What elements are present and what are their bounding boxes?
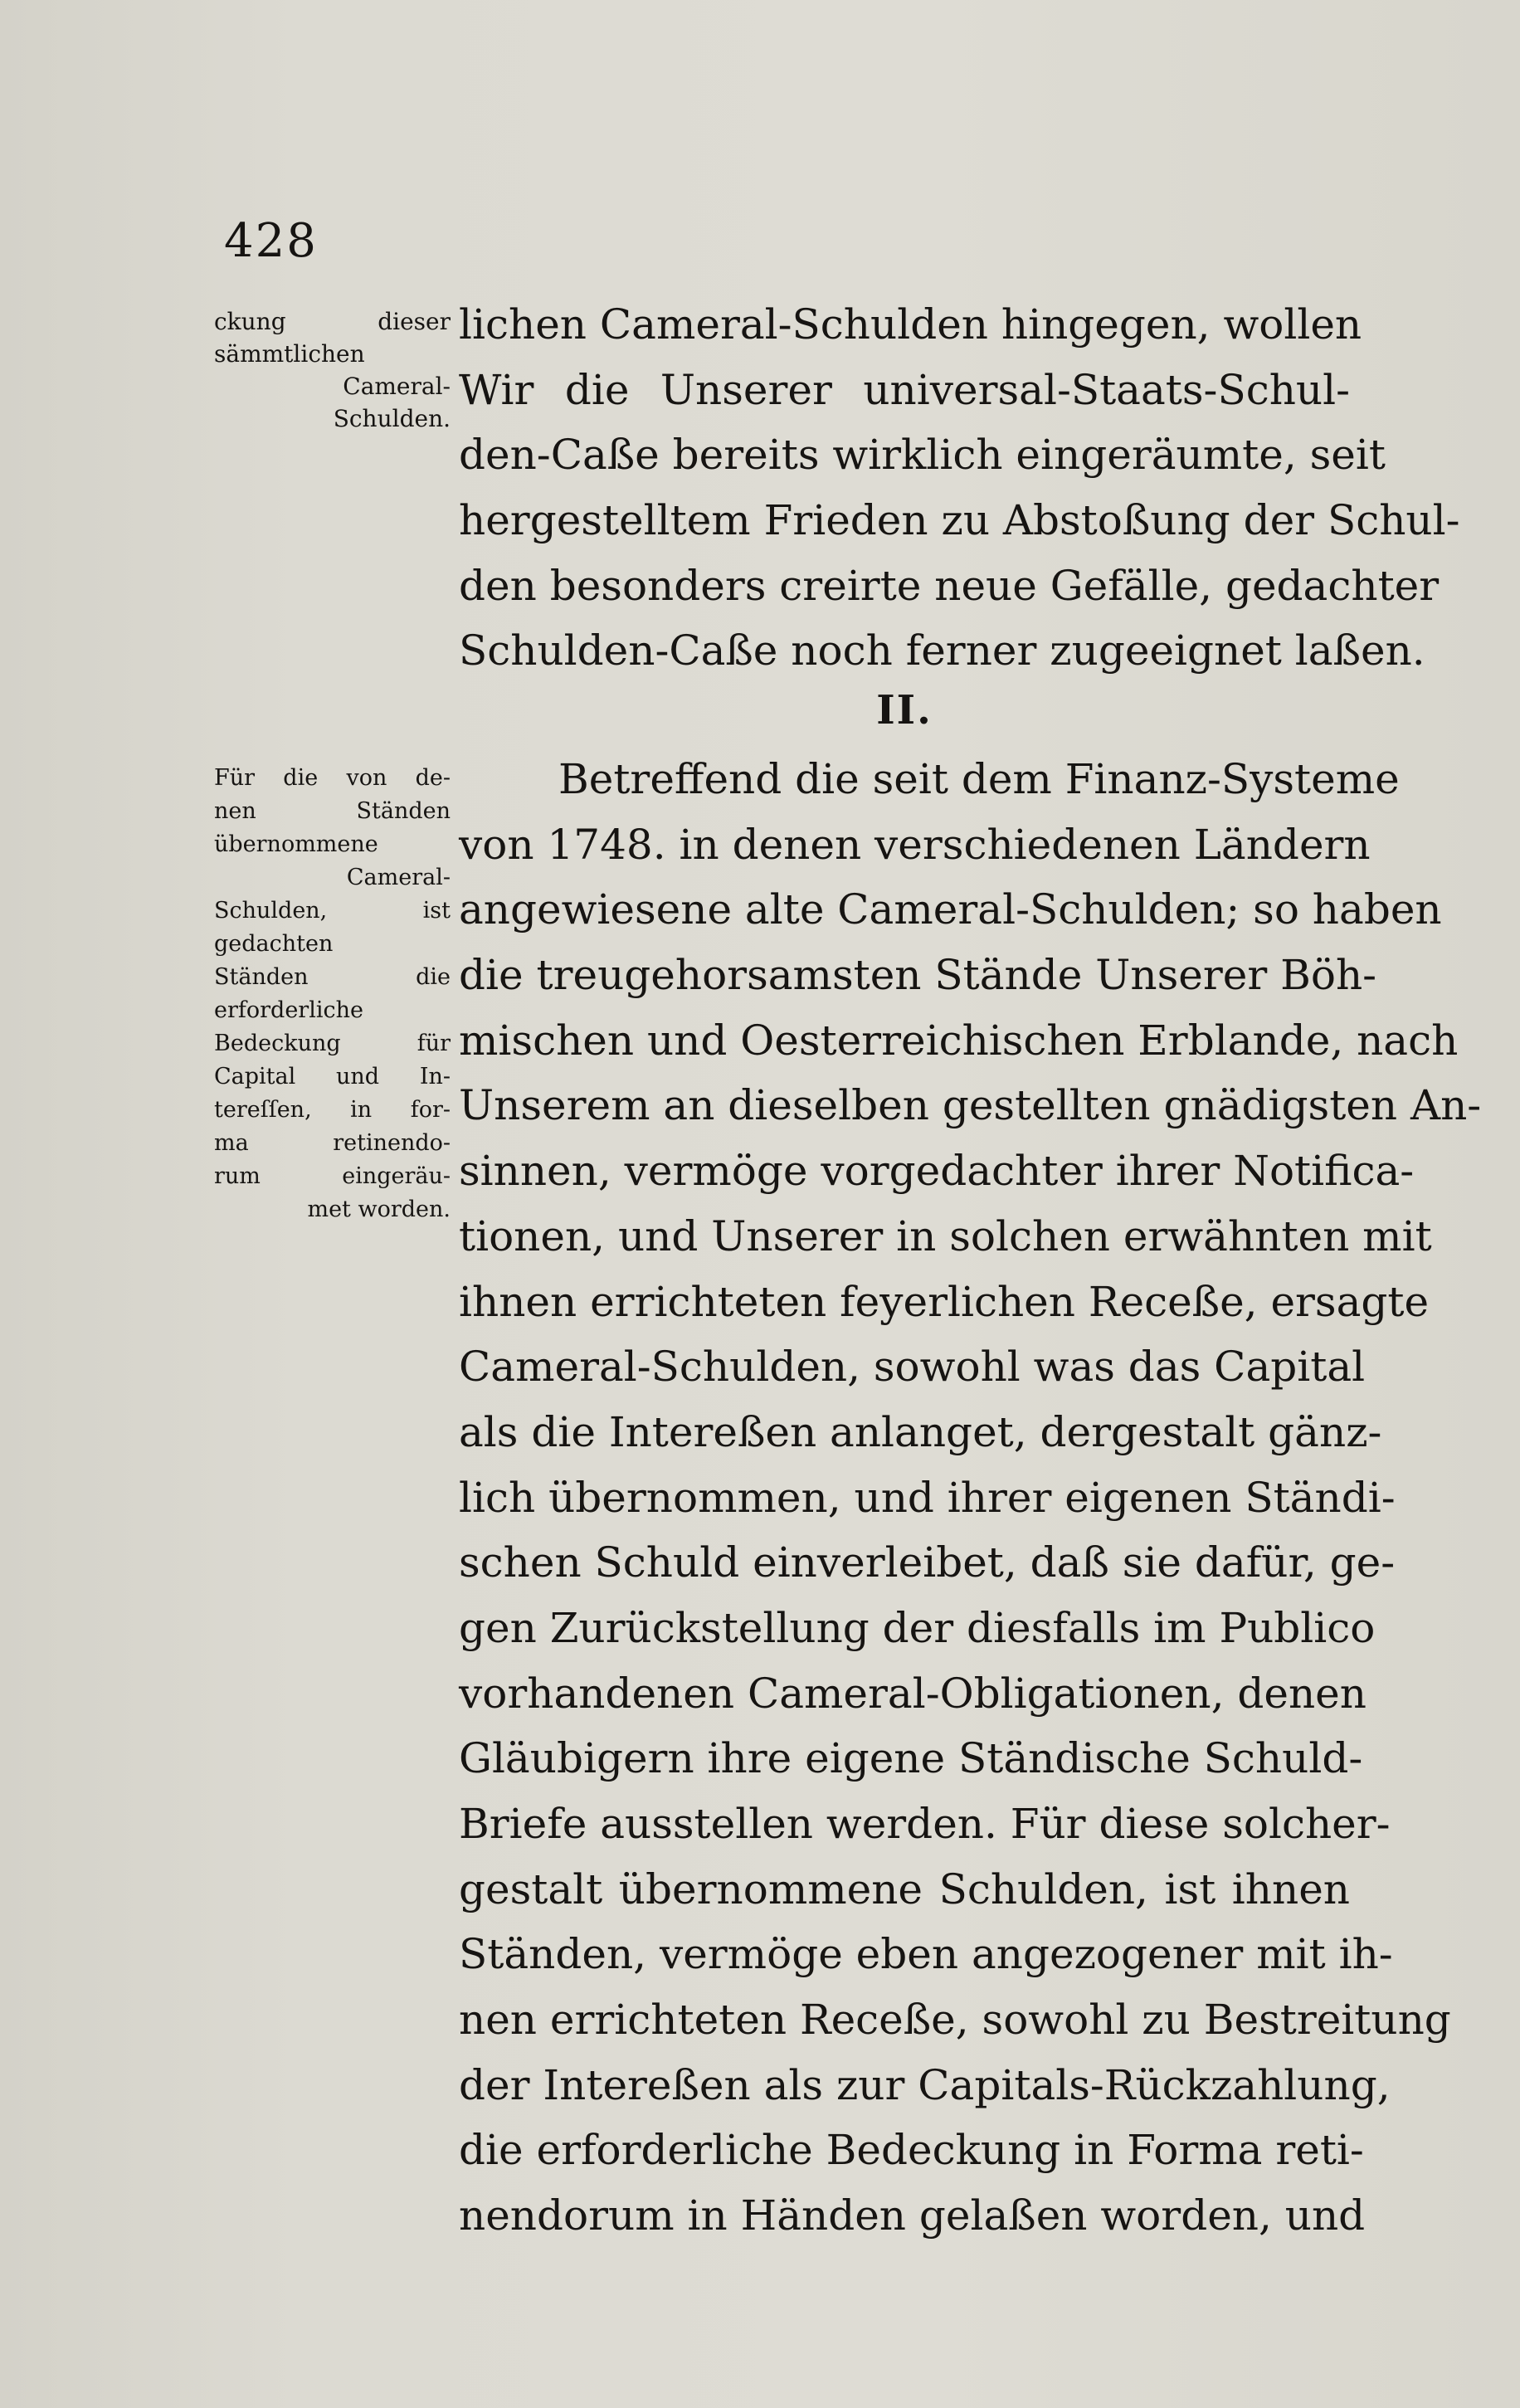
text-line: Unserem an dieselben gestellten gnädigsten An-: [459, 1081, 1482, 1130]
margin-note-line: Schulden.: [333, 405, 451, 432]
margin-note-line: met worden.: [307, 1197, 451, 1222]
text-line: die treugehorsamsten Stände Unserer Böh-: [459, 951, 1377, 1000]
text-line: schen Schuld einverleibet, daß sie dafür, ge-: [459, 1538, 1396, 1587]
text-line: sinnen, vermöge vorgedachter ihrer Notifica-: [459, 1147, 1415, 1196]
text-line: gen Zurückstellung der diesfalls im Publico: [459, 1603, 1376, 1652]
text-line: den besonders creirte neue Gefälle, gedachter: [459, 561, 1440, 610]
text-line: mischen und Oesterreichischen Erblande, nach: [459, 1016, 1459, 1065]
text-line: Wir die Unserer universal-Staats-Schul-: [459, 365, 1350, 414]
margin-note-2: [214, 762, 451, 1226]
margin-note-line: gedachten: [214, 931, 334, 957]
text-line: Betreffend die seit dem Finanz-Systeme: [558, 755, 1400, 803]
margin-note-line: Cameral-: [346, 865, 451, 890]
text-line: gestalt übernommene Schulden, ist ihnen: [459, 1864, 1350, 1913]
text-line: als die Intereßen anlanget, dergestalt gänz-: [459, 1407, 1382, 1456]
text-line: Schulden-Caße noch ferner zugeeignet laßen.: [459, 626, 1425, 675]
margin-note-line: Capital und In-: [214, 1064, 451, 1089]
margin-note-line: nen Ständen: [214, 798, 451, 824]
margin-note-line: tereſſen, in for-: [214, 1097, 451, 1123]
section-heading: II.: [876, 687, 933, 734]
paragraph-2: [459, 747, 1482, 2249]
text-line: die erforderliche Bedeckung in Forma reti-: [459, 2126, 1364, 2175]
text-line: der Intereßen als zur Capitals-Rückzahlung,: [459, 2060, 1391, 2109]
text-line: Briefe ausstellen werden. Für diese solcher-: [459, 1800, 1391, 1848]
text-line: Ständen, vermöge eben angezogener mit ih-: [459, 1930, 1393, 1979]
margin-note-line: Bedeckung für: [214, 1031, 451, 1056]
margin-note-line: Für die von de-: [214, 765, 451, 791]
text-line: lich übernommen, und ihrer eigenen Ständi-: [459, 1473, 1396, 1522]
margin-note-line: erforderliche: [214, 997, 363, 1023]
margin-note-line: Ständen die: [214, 964, 451, 990]
margin-note-line: ma retinendo-: [214, 1130, 451, 1156]
text-line: hergestelltem Frieden zu Abstoßung der Schul-: [459, 496, 1460, 545]
text-line: Cameral-Schulden, sowohl was das Capital: [459, 1343, 1366, 1392]
text-line: Gläubigern ihre eigene Ständische Schuld-: [459, 1734, 1363, 1783]
margin-note-line: sämmtlichen: [214, 340, 365, 368]
margin-note-line: Schulden, ist: [214, 898, 451, 924]
margin-note-line: Cameral-: [343, 373, 451, 400]
text-line: tionen, und Unserer in solchen erwähnten mit: [459, 1211, 1432, 1260]
text-line: nen errichteten Receße, sowohl zu Bestreitung: [459, 1996, 1451, 2045]
margin-note-line: übernommene: [214, 831, 378, 857]
margin-note-line: rum eingeräu-: [214, 1163, 451, 1189]
text-line: angewiesene alte Cameral-Schulden; so haben: [459, 885, 1442, 934]
text-line: lichen Cameral-Schulden hingegen, wollen: [459, 300, 1362, 349]
text-line: ihnen errichteten feyerlichen Receße, ersagte: [459, 1277, 1430, 1326]
margin-note-line: ckung dieser: [214, 308, 451, 335]
text-line: den-Caße bereits wirklich eingeräumte, seit: [459, 431, 1386, 480]
text-line: vorhandenen Cameral-Obligationen, denen: [459, 1669, 1367, 1718]
page-number: 428: [224, 214, 318, 268]
text-line: von 1748. in denen verschiedenen Ländern: [459, 820, 1371, 869]
text-line: nendorum in Händen gelaßen worden, und: [459, 2191, 1366, 2240]
paragraph-1: [459, 292, 1460, 684]
margin-note-1: [214, 305, 451, 435]
